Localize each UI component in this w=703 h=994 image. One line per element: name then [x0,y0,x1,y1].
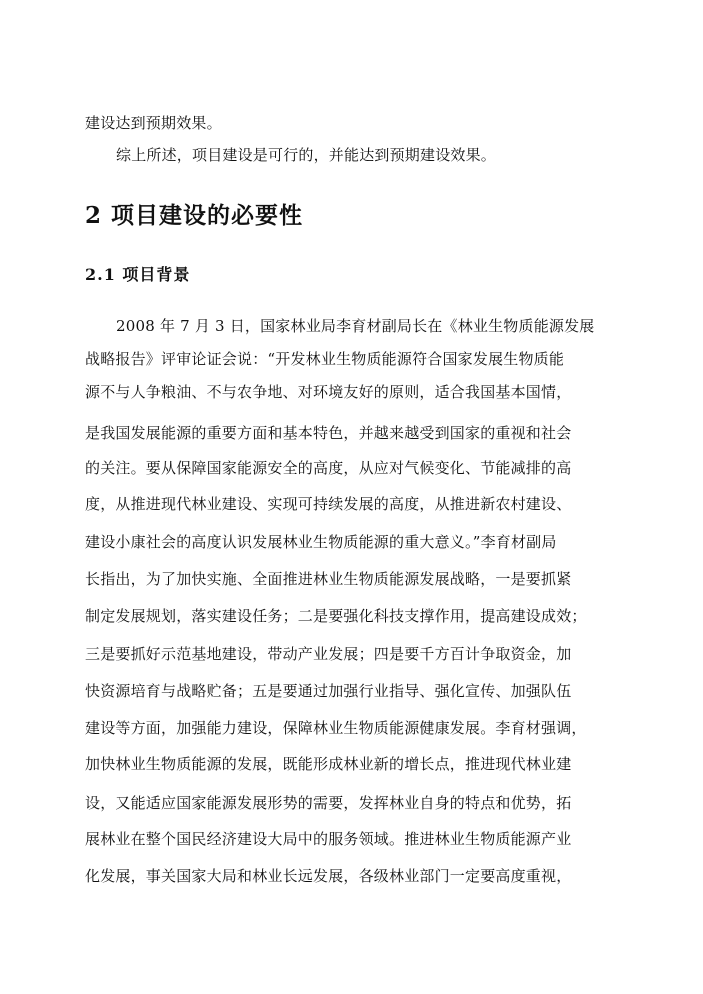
text-line: 设，又能适应国家能源发展形势的需要，发挥林业自身的特点和优势，拓 [85,794,572,812]
text-line: 快资源培育与战略贮备；五是要通过加强行业指导、强化宣传、加强队伍 [85,682,572,700]
text-line: 综上所述，项目建设是可行的，并能达到预期建设效果。 [116,146,497,164]
text-line: 制定发展规划，落实建设任务；二是要强化科技支撑作用，提高建设成效； [85,607,587,625]
text-line: 度，从推进现代林业建设、实现可持续发展的高度，从推进新农村建设、 [85,495,572,513]
text-line: 的关注。要从保障国家能源安全的高度，从应对气候变化、节能减排的高 [85,459,572,477]
text-line: 建设达到预期效果。 [85,114,222,132]
text-line: 源不与人争粮油、不与农争地、对环境友好的原则，适合我国基本国情， [85,383,572,401]
section-heading: 2 项目建设的必要性 [85,202,304,229]
text-line: 化发展，事关国家大局和林业长远发展，各级林业部门一定要高度重视， [85,867,572,885]
text-line: 展林业在整个国民经济建设大局中的服务领域。推进林业生物质能源产业 [85,830,572,848]
text-line: 三是要抓好示范基地建设，带动产业发展；四是要千方百计争取资金，加 [85,645,572,663]
text-line: 2008 年 7 月 3 日，国家林业局李育材副局长在《林业生物质能源发展 [116,317,595,335]
text-line: 战略报告》评审论证会说：“开发林业生物质能源符合国家发展生物质能 [85,350,565,368]
text-line: 是我国发展能源的重要方面和基本特色，并越来越受到国家的重视和社会 [85,424,572,442]
text-line: 建设等方面，加强能力建设，保障林业生物质能源健康发展。李育材强调， [85,719,587,737]
subsection-heading: 2.1 项目背景 [85,265,191,284]
text-line: 建设小康社会的高度认识发展林业生物质能源的重大意义。”李育材副局 [85,533,557,551]
text-line: 加快林业生物质能源的发展，既能形成林业新的增长点，推进现代林业建 [85,755,572,773]
text-line: 长指出，为了加快实施、全面推进林业生物质能源发展战略，一是要抓紧 [85,570,572,588]
